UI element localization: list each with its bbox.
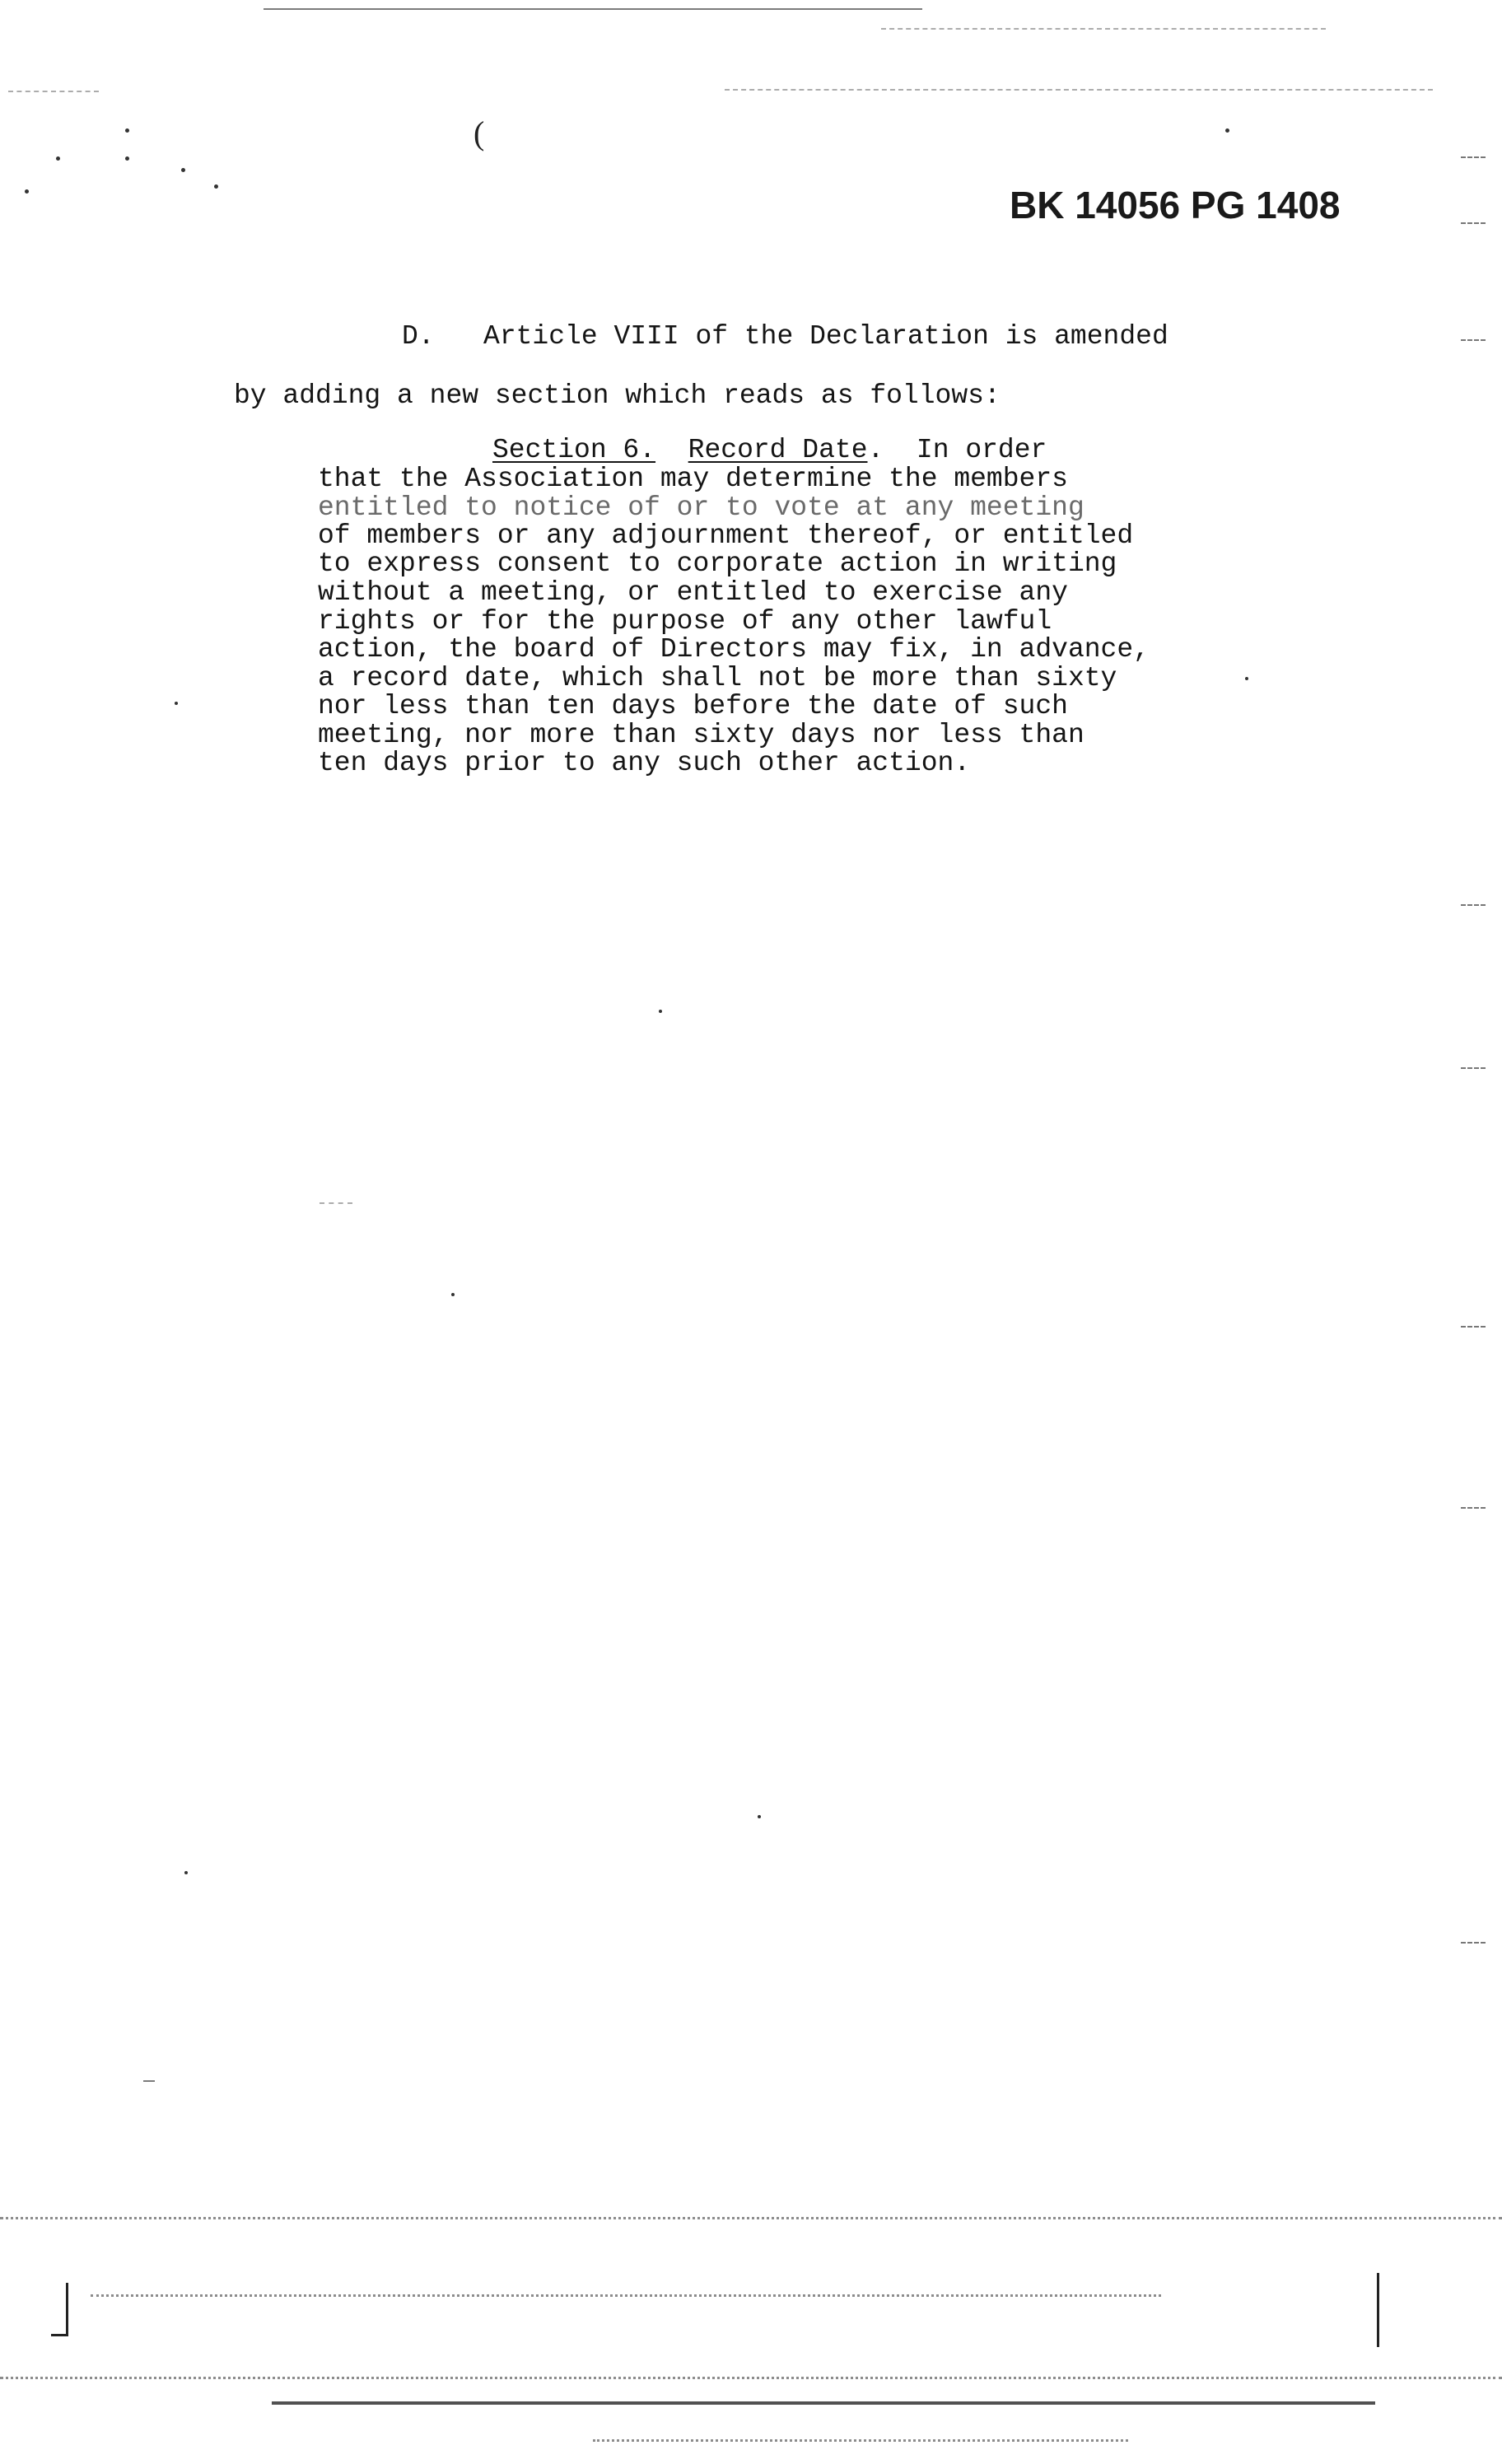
scan-dot <box>125 156 129 161</box>
scan-artifact-bottom-band <box>0 2217 1502 2219</box>
scan-artifact-header-dashes <box>725 89 1433 91</box>
scan-dot <box>659 1010 662 1013</box>
scan-dot <box>184 1871 188 1874</box>
scan-artifact-bracket <box>51 2283 68 2336</box>
section-line: of members or any adjournment thereof, or entitled <box>318 520 1134 551</box>
scan-dot <box>1245 677 1248 680</box>
scan-artifact-bottom-band <box>0 2377 1502 2379</box>
scan-dot <box>125 128 129 133</box>
scan-dot <box>758 1815 761 1818</box>
scan-dot <box>181 168 185 172</box>
section-title: Record Date <box>688 435 868 465</box>
scan-artifact-left-dashes <box>8 91 99 92</box>
scan-dot <box>175 702 178 705</box>
section-line: ten days prior to any such other action. <box>318 748 971 778</box>
section-line: to express consent to corporate action in writing <box>318 548 1117 579</box>
scan-dot <box>25 189 29 194</box>
section-line: nor less than ten days before the date of such <box>318 691 1068 721</box>
margin-mark <box>1461 1067 1486 1069</box>
intro-line-2: by adding a new section which reads as follows: <box>234 380 1001 411</box>
scan-dot <box>451 1293 455 1296</box>
stray-parenthesis: ( <box>473 114 485 152</box>
intro-line-1: D. Article VIII of the Declaration is amended <box>402 321 1168 352</box>
scan-artifact-dash <box>143 2080 155 2082</box>
scan-artifact-dash <box>320 1202 352 1204</box>
scan-dot <box>56 156 60 161</box>
section-line: that the Association may determine the members <box>318 464 1068 494</box>
section-line: meeting, nor more than sixty days nor less than <box>318 720 1085 750</box>
margin-mark <box>1461 222 1486 224</box>
margin-mark <box>1461 904 1486 906</box>
section-line: entitled to notice of or to vote at any meeting <box>318 492 1085 523</box>
scan-artifact-bottom-rule <box>272 2401 1375 2405</box>
scan-artifact-top-line <box>264 8 922 10</box>
margin-mark <box>1461 1507 1486 1509</box>
section-number: Section 6. <box>492 435 656 465</box>
section-line: a record date, which shall not be more than sixty <box>318 663 1117 693</box>
scan-artifact-bottom-band <box>593 2439 1128 2442</box>
section-heading-rest: . In order <box>867 435 1047 465</box>
margin-mark <box>1461 339 1486 341</box>
section-heading <box>492 436 1047 464</box>
scan-artifact-bracket <box>1377 2273 1391 2347</box>
scan-dot <box>214 184 218 189</box>
scan-artifact-top-dashes <box>881 28 1326 30</box>
scan-artifact-bottom-band <box>91 2294 1161 2297</box>
section-line: rights or for the purpose of any other lawful <box>318 606 1052 637</box>
margin-mark <box>1461 156 1486 158</box>
section-line: without a meeting, or entitled to exercise any <box>318 577 1068 608</box>
book-page-stamp: BK 14056 PG 1408 <box>1010 184 1341 226</box>
section-line: action, the board of Directors may fix, in advance, <box>318 634 1150 665</box>
margin-mark <box>1461 1326 1486 1328</box>
margin-mark <box>1461 1942 1486 1944</box>
scan-dot <box>1225 128 1229 133</box>
